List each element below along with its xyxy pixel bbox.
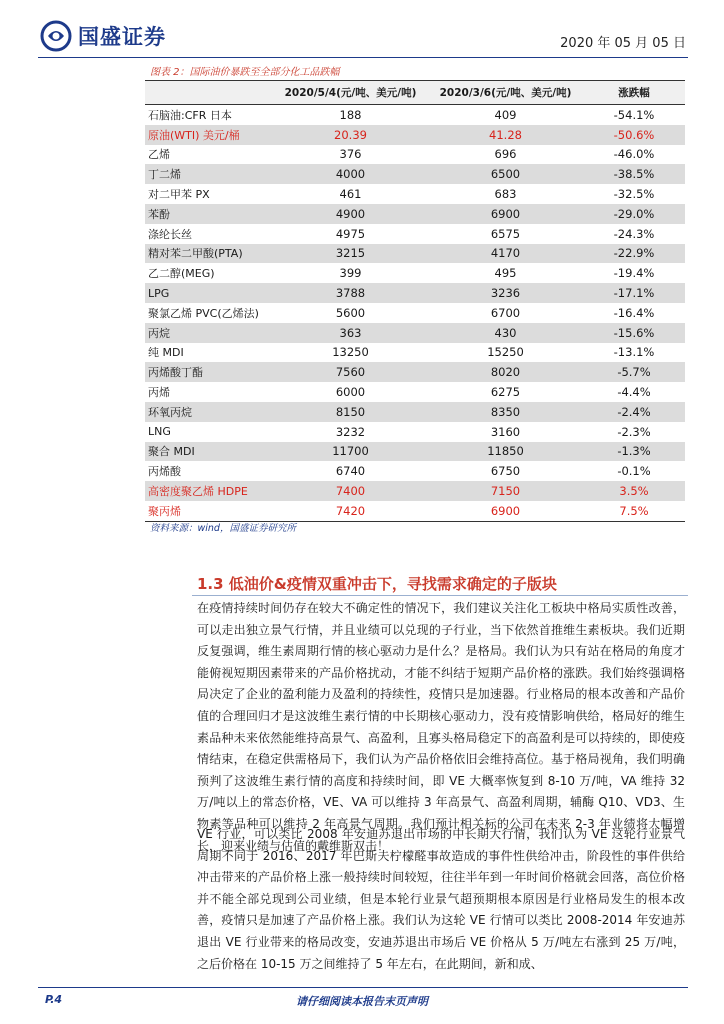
- cell-name: 聚氯乙烯 PVC(乙烯法): [148, 306, 259, 320]
- table-row: [145, 105, 685, 125]
- cell-name: 丙烯酸: [148, 465, 181, 479]
- table-caption: 图表 2：国际油价暴跌至全部分化工品跌幅: [150, 67, 340, 78]
- cell-value-2020-05-04: 5600: [335, 305, 366, 320]
- cell-change-pct: -5.7%: [583, 362, 685, 382]
- cell-change-pct: -38.5%: [583, 164, 685, 184]
- table-source-note: 资料来源：wind，国盛证券研究所: [150, 522, 296, 534]
- header-divider: [38, 57, 688, 58]
- cell-change-pct: -24.3%: [613, 226, 655, 241]
- cell-change-pct: 3.5%: [583, 481, 685, 501]
- cell-value-2020-03-06: 3160: [490, 424, 521, 439]
- cell-value-2020-05-04: 6740: [335, 464, 366, 479]
- cell-value-2020-03-06: 495: [494, 266, 517, 281]
- logo-emblem-icon: [40, 20, 72, 52]
- cell-value-2020-05-04: 7560: [273, 362, 428, 382]
- cell-name: 纯 MDI: [148, 346, 184, 360]
- cell-value-2020-05-04: 6000: [335, 385, 366, 400]
- table-row: [145, 164, 685, 184]
- cell-value-2020-05-04: 8150: [273, 402, 428, 422]
- footer-divider: [38, 987, 688, 988]
- body-paragraph: 在疫情持续时间仍存在较大不确定性的情况下，我们建议关注化工板块中格局实质性改善，可以走出独立景气行情，并且业绩可以兑现的子行业，当下依然首推维生素板块。我们近期反复强调，维生素周期行情的核心驱动力是什么？是格局。我们认为只有站在格局的角度才能俯视短期因素带来的产品价格扰动，才能不纠结于短期产品价格的涨跌。我们始终强调格局决定了企业的盈利能力及盈利的持续性，疫情只是加速器。行业格局的根本改善和产品价值的合理回归才是这波维生素行情的中长期核心驱动力，没有疫情影响供给，格局好的维生素品种未来依然能维持高景气、高盈利，且寡头格局稳定下的高盈利是可以持续的，即使疫情结束，在稳定供需格局下，我们认为产品价格依旧会维持高位。基于格局视角，我们明确预判了这波维生素行情的高度和持续时间，即 VE 大概率恢复到 8-10 万/吨，VA 维持 32 万/吨以上的常态价格，VE、VA 可以维持 3 年高景气、高盈利周期，辅酶 Q10、VD3、生物素等品种可以维持 2 年高景气周期。我们预计相关标的公司在未来 2-3 年业绩将大幅增长，迎来业绩与估值的戴维斯双击！: [197, 601, 685, 853]
- cell-change-pct: -15.6%: [583, 323, 685, 343]
- table-row: [145, 263, 685, 283]
- table-row: [145, 184, 685, 204]
- table-header-row: [145, 81, 685, 105]
- table-row: [145, 382, 685, 402]
- table-row: [145, 204, 685, 224]
- price-change-table: [145, 80, 685, 522]
- footer-disclaimer: 请仔细阅读本报告末页声明: [296, 995, 428, 1008]
- table-row: [145, 501, 685, 521]
- cell-name: 聚合 MDI: [145, 442, 273, 462]
- cell-value-2020-05-04: 4000: [273, 164, 428, 184]
- cell-value-2020-05-04: 363: [273, 323, 428, 343]
- cell-change-pct: -19.4%: [613, 266, 655, 281]
- cell-change-pct: -16.4%: [613, 305, 655, 320]
- table-row: [145, 303, 685, 323]
- page-header: [0, 0, 724, 62]
- cell-change-pct: -4.4%: [617, 385, 651, 400]
- cell-value-2020-03-06: 41.28: [428, 125, 583, 145]
- cell-name: 乙烯: [148, 148, 170, 162]
- cell-name: 高密度聚乙烯 HDPE: [145, 481, 273, 501]
- cell-name: 苯酚: [145, 204, 273, 224]
- cell-value-2020-05-04: 3788: [273, 283, 428, 303]
- body-paragraph: VE 行业，可以类比 2008 年安迪苏退出市场的中长期大行情，我们认为 VE 这轮行业景气周期不同于 2016、2017 年巴斯夫柠檬醛事故造成的事件性供给冲击，阶段性的事件供给冲击带来的产品价格上涨一般持续时间较短，往往半年到一年时间价格就会回落，高位价格并不能全部兑现到公司业绩，但是本轮行业景气超预期根本原因是行业格局发生的根本改善，疫情只是加速了产品价格上涨。我们认为这轮 VE 行情可以类比 2008-2014 年安迪苏退出 VE 行业带来的格局改变，安迪苏退出市场后 VE 价格从 5 万/吨左右涨到 25 万/吨，之后价格在 10-15 万之间维持了 5 年左右，在此期间，新和成、: [197, 827, 685, 971]
- cell-value-2020-03-06: 3236: [428, 283, 583, 303]
- cell-change-pct: -2.4%: [583, 402, 685, 422]
- cell-value-2020-05-04: 399: [339, 266, 362, 281]
- cell-value-2020-05-04: 4975: [335, 226, 366, 241]
- cell-name: 丙烯: [148, 386, 170, 400]
- cell-name: 丁二烯: [145, 164, 273, 184]
- cell-value-2020-05-04: 7420: [273, 501, 428, 521]
- cell-change-pct: -46.0%: [613, 147, 655, 162]
- cell-value-2020-03-06: 8350: [428, 402, 583, 422]
- cell-value-2020-03-06: 15250: [487, 345, 524, 360]
- cell-value-2020-03-06: 4170: [428, 244, 583, 264]
- cell-value-2020-05-04: 4900: [273, 204, 428, 224]
- table-row: [145, 481, 685, 501]
- table-row: [145, 283, 685, 303]
- cell-value-2020-05-04: 461: [339, 187, 362, 202]
- cell-name: 丙烯酸丁酯: [145, 362, 273, 382]
- table-row: [145, 402, 685, 422]
- cell-change-pct: -32.5%: [613, 187, 655, 202]
- table-row: [145, 244, 685, 264]
- cell-name: 环氧丙烷: [145, 402, 273, 422]
- cell-value-2020-05-04: 3232: [335, 424, 366, 439]
- cell-value-2020-03-06: 430: [428, 323, 583, 343]
- cell-value-2020-03-06: 8020: [428, 362, 583, 382]
- table-row: [145, 362, 685, 382]
- cell-name: 涤纶长丝: [148, 227, 192, 241]
- section-heading: 1.3 低油价&疫情双重冲击下，寻找需求确定的子版块: [197, 575, 557, 593]
- cell-value-2020-03-06: 683: [494, 187, 517, 202]
- cell-change-pct: -17.1%: [583, 283, 685, 303]
- cell-value-2020-03-06: 6275: [490, 385, 521, 400]
- cell-name: 丙烷: [145, 323, 273, 343]
- report-date: 2020 年 05 月 05 日: [560, 36, 686, 51]
- cell-value-2020-03-06: 6750: [490, 464, 521, 479]
- price-change-table-block: [145, 65, 685, 536]
- cell-value-2020-03-06: 6500: [428, 164, 583, 184]
- cell-name: 石脑油:CFR 日本: [148, 108, 232, 122]
- cell-value-2020-03-06: 7150: [428, 481, 583, 501]
- cell-change-pct: -2.3%: [617, 424, 651, 439]
- cell-name: LPG: [145, 283, 273, 303]
- cell-change-pct: -54.1%: [613, 107, 655, 122]
- cell-value-2020-03-06: 409: [494, 107, 517, 122]
- column-header: 2020/5/4(元/吨、美元/吨): [273, 81, 428, 105]
- cell-change-pct: -1.3%: [583, 442, 685, 462]
- table-row: [145, 442, 685, 462]
- cell-change-pct: -13.1%: [613, 345, 655, 360]
- cell-value-2020-05-04: 188: [339, 107, 362, 122]
- table-row: [145, 145, 685, 165]
- company-logo: [40, 20, 166, 52]
- table-row: [145, 125, 685, 145]
- cell-value-2020-05-04: 20.39: [273, 125, 428, 145]
- cell-name: 乙二醇(MEG): [148, 267, 215, 281]
- cell-name: 原油(WTI) 美元/桶: [145, 125, 273, 145]
- logo-text: 国盛证券: [78, 24, 166, 49]
- cell-value-2020-03-06: 6575: [490, 226, 521, 241]
- cell-name: 精对苯二甲酸(PTA): [145, 244, 273, 264]
- cell-value-2020-03-06: 6700: [490, 305, 521, 320]
- cell-value-2020-03-06: 6900: [428, 501, 583, 521]
- table-row: [145, 422, 685, 442]
- cell-value-2020-05-04: 13250: [332, 345, 369, 360]
- cell-value-2020-05-04: 376: [339, 147, 362, 162]
- cell-value-2020-05-04: 11700: [273, 442, 428, 462]
- table-row: [145, 224, 685, 244]
- cell-value-2020-03-06: 696: [494, 147, 517, 162]
- cell-value-2020-05-04: 3215: [273, 244, 428, 264]
- cell-value-2020-03-06: 6900: [428, 204, 583, 224]
- cell-name: LNG: [148, 425, 171, 439]
- column-header: 2020/3/6(元/吨、美元/吨): [428, 81, 583, 105]
- cell-change-pct: -0.1%: [617, 464, 651, 479]
- table-row: [145, 461, 685, 481]
- page-number: P.4: [45, 993, 63, 1006]
- cell-change-pct: -50.6%: [583, 125, 685, 145]
- cell-value-2020-03-06: 11850: [428, 442, 583, 462]
- cell-change-pct: 7.5%: [583, 501, 685, 521]
- cell-name: 对二甲苯 PX: [148, 188, 210, 202]
- column-header: 涨跌幅: [583, 81, 685, 105]
- table-row: [145, 343, 685, 363]
- cell-value-2020-05-04: 7400: [273, 481, 428, 501]
- column-header: [145, 81, 273, 105]
- cell-change-pct: -29.0%: [583, 204, 685, 224]
- table-row: [145, 323, 685, 343]
- cell-name: 聚丙烯: [145, 501, 273, 521]
- section-divider: [192, 595, 688, 596]
- cell-change-pct: -22.9%: [583, 244, 685, 264]
